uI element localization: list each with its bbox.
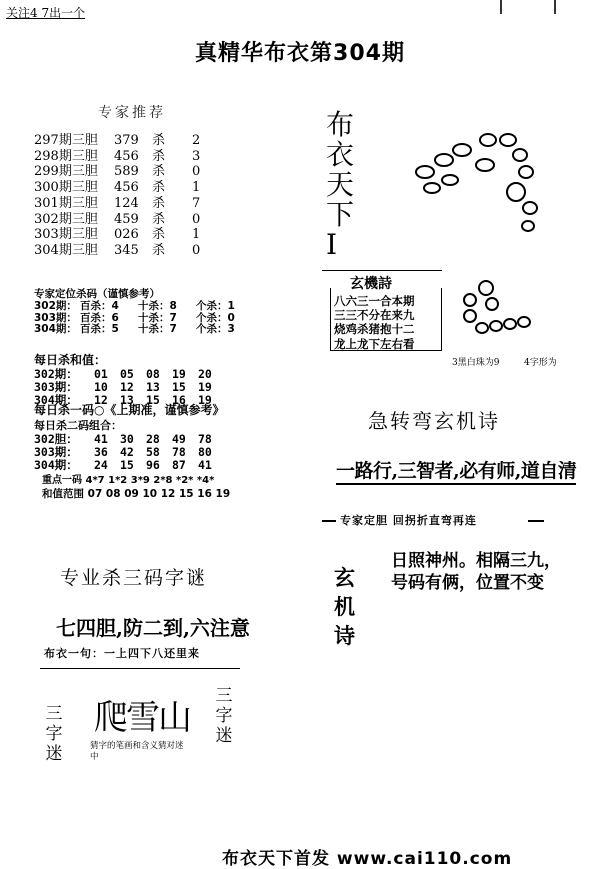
row-number: 19	[198, 380, 212, 394]
row-number: 16	[172, 393, 186, 407]
row-number: 19	[198, 393, 212, 407]
recommend-kill-label: 杀	[152, 148, 166, 164]
recommend-nums: 124	[114, 195, 139, 211]
pos-hundreds: 百杀：5	[80, 323, 119, 336]
row-number: 41	[198, 458, 212, 472]
row-number: 20	[198, 367, 212, 381]
daily-sum-heading: 每日杀和值：	[34, 353, 107, 367]
row-number: 13	[120, 393, 134, 407]
seven-head: 七四胆,防二到,六注意	[56, 616, 250, 640]
divider	[528, 520, 544, 522]
row-label: 303期：	[34, 380, 78, 394]
xuanji-vertical: 玄机诗	[334, 565, 355, 648]
recommend-heading: 专家推荐	[98, 105, 166, 121]
recommend-kill: 0	[192, 164, 201, 180]
row-number: 78	[172, 445, 186, 459]
row-label: 304期：	[34, 393, 78, 407]
recommend-kill: 0	[192, 211, 201, 227]
position-kill-row	[34, 301, 235, 313]
pos-tens: 十杀：7	[138, 311, 177, 324]
pos-tens: 十杀：8	[138, 299, 177, 312]
position-kill-heading: 专家定位杀码（谨慎参考）	[34, 288, 160, 300]
row-number: 10	[94, 380, 108, 394]
row-number: 13	[146, 380, 160, 394]
recommend-kill-label: 杀	[152, 227, 166, 243]
page-title: 真精华布衣第304期	[195, 41, 405, 66]
recommend-nums: 345	[114, 242, 139, 258]
daily-sum-block	[34, 351, 224, 407]
recommend-period: 304期三胆	[34, 242, 98, 258]
bead-illustration	[410, 120, 550, 240]
recommend-kill: 1	[192, 227, 201, 243]
recommend-kill-label: 杀	[152, 195, 166, 211]
row-number: 12	[120, 380, 134, 394]
row-number: 24	[94, 458, 108, 472]
row-number: 41	[94, 432, 108, 446]
pos-period: 304期：	[34, 323, 77, 336]
climb-text: 爬雪山	[94, 698, 190, 738]
recommend-kill-label: 杀	[152, 133, 166, 148]
recommend-row	[34, 149, 200, 165]
pos-period: 302期：	[34, 299, 77, 312]
row-number: 28	[146, 432, 160, 446]
recommend-kill: 7	[192, 195, 201, 211]
row-number: 08	[146, 367, 160, 381]
corner-mark	[500, 0, 502, 14]
sum-range: 和值范围 07 08 09 10 12 15 16 19	[42, 488, 231, 500]
recommend-nums: 379	[114, 133, 139, 148]
daily-kill-block	[34, 417, 224, 472]
row-number: 96	[146, 458, 160, 472]
row-label: 303期：	[34, 445, 78, 459]
bead-caption-2: 4字形为	[524, 358, 557, 368]
recommend-period: 301期三胆	[34, 195, 98, 211]
pos-ones: 个杀：3	[196, 323, 235, 336]
recommend-kill-label: 杀	[152, 211, 166, 227]
row-number: 15	[146, 393, 160, 407]
dingdan-line: 专家定胆 回拐折直弯再连	[340, 514, 477, 527]
recommend-period: 303期三胆	[34, 227, 98, 243]
rizhao-line: 日照神州。相隔三九，	[391, 551, 561, 571]
rizhao-line: 号码有俩，位置不变	[391, 573, 544, 593]
recommend-row	[34, 164, 200, 180]
pos-hundreds: 百杀：6	[80, 311, 119, 324]
top-note: 关注4 7出一个	[6, 6, 86, 20]
recommend-nums: 459	[114, 211, 139, 227]
recommend-period: 299期三胆	[34, 164, 98, 180]
row-number: 80	[198, 445, 212, 459]
pos-period: 303期：	[34, 311, 77, 324]
poem	[334, 294, 415, 351]
daily-kill-sub: 每日杀二码组合：	[34, 419, 122, 432]
pos-hundreds: 百杀：4	[80, 299, 119, 312]
row-label: 302胆：	[34, 432, 78, 446]
recommend-period: 297期三胆	[34, 133, 98, 148]
kill-three-title: 专业杀三码字谜	[60, 567, 208, 589]
recommend-kill-label: 杀	[152, 164, 166, 180]
recommend-row	[34, 227, 200, 243]
row-number: 58	[146, 445, 160, 459]
bead-chain-illustration	[458, 278, 538, 348]
bead-caption-1: 3黑白珠为9	[452, 358, 500, 368]
row-label: 304期：	[34, 458, 78, 472]
poem-line: 烧鸡杀猪抱十二	[334, 322, 415, 337]
position-kill-block	[34, 289, 235, 336]
focus-points: 重点一码 4*7 1*2 3*9 2*8 *2* *4*	[42, 475, 215, 486]
daily-kill-heading: 每日杀一码○《上期准，谨慎参考》	[34, 403, 225, 417]
row-number: 49	[172, 432, 186, 446]
recommend-kill-label: 杀	[152, 180, 166, 196]
jiji-title: 急转弯玄机诗	[368, 409, 500, 433]
footer: 布衣天下首发 www.cai110.com	[222, 849, 513, 869]
row-number: 87	[172, 458, 186, 472]
divider	[40, 668, 240, 669]
corner-mark	[554, 0, 556, 14]
right-title: 布衣天下I	[326, 108, 355, 261]
divider	[322, 520, 336, 522]
position-kill-row	[34, 324, 235, 336]
recommend-nums: 589	[114, 164, 139, 180]
row-number: 15	[172, 380, 186, 394]
row-number: 01	[94, 367, 108, 381]
recommend-kill-label: 杀	[152, 242, 166, 258]
buyi-sentence: 布衣一句：一上四下八还里来	[44, 647, 200, 660]
recommend-row	[34, 133, 200, 149]
recommend-nums: 026	[114, 227, 139, 243]
recommend-kill: 3	[192, 148, 201, 164]
riddle-left: 三字迷	[45, 704, 63, 764]
recommend-row	[34, 243, 200, 259]
divider	[322, 270, 442, 271]
recommend-period: 300期三胆	[34, 180, 98, 196]
recommend-period: 298期三胆	[34, 148, 98, 164]
recommend-row	[34, 212, 200, 228]
recommend-list	[34, 133, 200, 259]
riddle-right: 三字迷	[215, 686, 233, 746]
row-number: 12	[94, 393, 108, 407]
pos-ones: 个杀：0	[196, 311, 235, 324]
recommend-period: 302期三胆	[34, 211, 98, 227]
row-number: 19	[172, 367, 186, 381]
recommend-nums: 456	[114, 148, 139, 164]
yilu-line: 一路行,三智者,必有师,道自清	[336, 456, 576, 485]
poem-heading: 玄機詩	[350, 276, 392, 292]
recommend-row	[34, 180, 200, 196]
row-number: 78	[198, 432, 212, 446]
recommend-nums: 456	[114, 180, 139, 196]
pos-tens: 十杀：7	[138, 323, 177, 336]
row-number: 05	[120, 367, 134, 381]
poem-line: 龙上龙下左右看	[334, 336, 415, 351]
row-number: 36	[94, 445, 108, 459]
poem-line: 三三不分在来九	[334, 308, 415, 323]
rizhao-text	[391, 550, 561, 594]
recommend-kill: 0	[192, 242, 201, 258]
pos-ones: 个杀：1	[196, 299, 235, 312]
row-number: 30	[120, 432, 134, 446]
row-number: 15	[120, 458, 134, 472]
row-label: 302期：	[34, 367, 78, 381]
recommend-row	[34, 196, 200, 212]
recommend-kill: 1	[192, 180, 201, 196]
poem-line: 八六三一合本期	[334, 294, 415, 308]
row-number: 42	[120, 445, 134, 459]
recommend-kill: 2	[192, 133, 201, 148]
climb-note: 猜字的笔画和含义猜对迷中	[90, 741, 184, 762]
